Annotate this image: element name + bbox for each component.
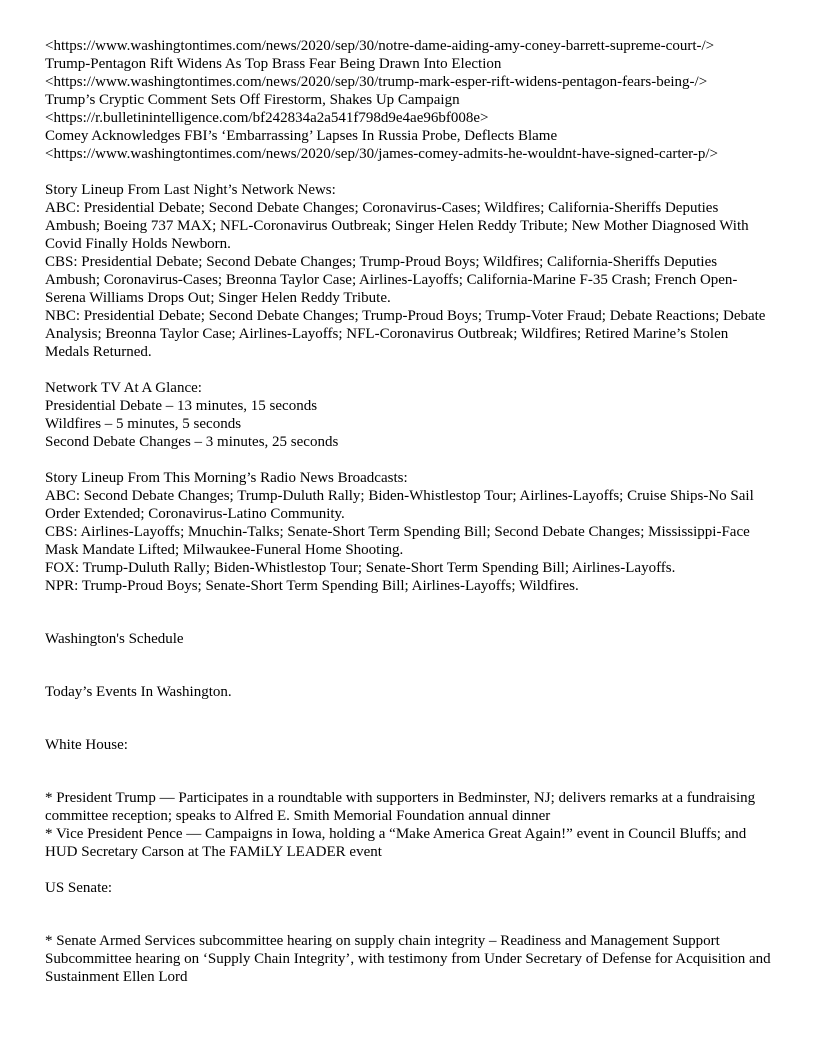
tv-glance-section (45, 379, 773, 451)
radio-news-item-abc: ABC: Second Debate Changes; Trump-Duluth Rally; Biden-Whistlestop Tour; Airlines-Layoffs; Cruise Ships-No Sail Order Extended; Coronavirus-Latino Community. (45, 488, 754, 522)
spacer (45, 897, 773, 932)
headlines-block (45, 37, 773, 163)
spacer (45, 754, 773, 789)
spacer (45, 451, 773, 469)
headline-url[interactable]: <https://www.washingtontimes.com/news/2020/sep/30/james-comey-admits-he-wouldnt-have-signed-carter-p/> (45, 146, 718, 162)
schedule-section (45, 630, 773, 986)
events-heading: Today’s Events In Washington. (45, 684, 232, 700)
spacer (45, 163, 773, 181)
network-news-heading: Story Lineup From Last Night’s Network News: (45, 182, 336, 198)
network-news-item-cbs: CBS: Presidential Debate; Second Debate Changes; Trump-Proud Boys; Wildfires; California-Sheriffs Deputies Ambush; Coronavirus-Cases; Breonna Taylor Case; Airlines-Layoffs; California-Marine F-35 Crash; French Open-Serena Williams Drops Out; Singer Helen Reddy Tribute. (45, 254, 738, 306)
tv-glance-item: Presidential Debate – 13 minutes, 15 seconds (45, 398, 318, 414)
headline-title: Comey Acknowledges FBI’s ‘Embarrassing’ Lapses In Russia Probe, Deflects Blame (45, 128, 558, 144)
white-house-heading: White House: (45, 737, 128, 753)
radio-news-item-cbs: CBS: Airlines-Layoffs; Mnuchin-Talks; Senate-Short Term Spending Bill; Second Debate Changes; Mississippi-Face Mask Mandate Lifted; Milwaukee-Funeral Home Shooting. (45, 524, 750, 558)
network-news-item-nbc: NBC: Presidential Debate; Second Debate Changes; Trump-Proud Boys; Trump-Voter Fraud; Debate Reactions; Debate Analysis; Breonna Taylor Case; Airlines-Layoffs; NFL-Coronavirus Outbreak; Wildfires; Retired Marine’s Stolen Medals Returned. (45, 308, 766, 360)
schedule-heading: Washington's Schedule (45, 631, 184, 647)
headline-url[interactable]: <https://www.washingtontimes.com/news/2020/sep/30/notre-dame-aiding-amy-coney-barrett-supreme-court-/> (45, 38, 715, 54)
radio-news-item-npr: NPR: Trump-Proud Boys; Senate-Short Term Spending Bill; Airlines-Layoffs; Wildfires. (45, 578, 579, 594)
document-page (45, 37, 773, 986)
spacer (45, 861, 773, 879)
spacer (45, 701, 773, 736)
headline-url[interactable]: <https://r.bulletinintelligence.com/bf242834a2a541f798d9e4ae96bf008e> (45, 110, 489, 126)
tv-glance-item: Second Debate Changes – 3 minutes, 25 seconds (45, 434, 339, 450)
radio-news-section (45, 469, 773, 595)
tv-glance-item: Wildfires – 5 minutes, 5 seconds (45, 416, 242, 432)
white-house-item-pence: * Vice President Pence — Campaigns in Iowa, holding a “Make America Great Again!” event in Council Bluffs; and HUD Secretary Carson at The FAMiLY LEADER event (45, 826, 747, 860)
senate-heading: US Senate: (45, 880, 113, 896)
spacer (45, 595, 773, 630)
headline-title: Trump’s Cryptic Comment Sets Off Firestorm, Shakes Up Campaign (45, 92, 460, 108)
network-news-section (45, 181, 773, 361)
network-news-item-abc: ABC: Presidential Debate; Second Debate Changes; Coronavirus-Cases; Wildfires; California-Sheriffs Deputies Ambush; Boeing 737 MAX; NFL-Coronavirus Outbreak; Singer Helen Reddy Tribute; New Mother Diagnosed With Covid Finally Holds Newborn. (45, 200, 749, 252)
tv-glance-heading: Network TV At A Glance: (45, 380, 202, 396)
radio-news-heading: Story Lineup From This Morning’s Radio News Broadcasts: (45, 470, 408, 486)
spacer (45, 361, 773, 379)
headline-url[interactable]: <https://www.washingtontimes.com/news/2020/sep/30/trump-mark-esper-rift-widens-pentagon-fears-being-/> (45, 74, 708, 90)
senate-item-hearing: * Senate Armed Services subcommittee hearing on supply chain integrity – Readiness and Management Support Subcommittee hearing on ‘Supply Chain Integrity’, with testimony from Under Secretary of Defense for Acquisition and Sustainment Ellen Lord (45, 933, 771, 985)
spacer (45, 648, 773, 683)
white-house-item-trump: * President Trump — Participates in a roundtable with supporters in Bedminster, NJ; delivers remarks at a fundraising committee reception; speaks to Alfred E. Smith Memorial Foundation annual dinner (45, 790, 756, 824)
headline-title: Trump-Pentagon Rift Widens As Top Brass Fear Being Drawn Into Election (45, 56, 502, 72)
radio-news-item-fox: FOX: Trump-Duluth Rally; Biden-Whistlestop Tour; Senate-Short Term Spending Bill; Airlines-Layoffs. (45, 560, 676, 576)
